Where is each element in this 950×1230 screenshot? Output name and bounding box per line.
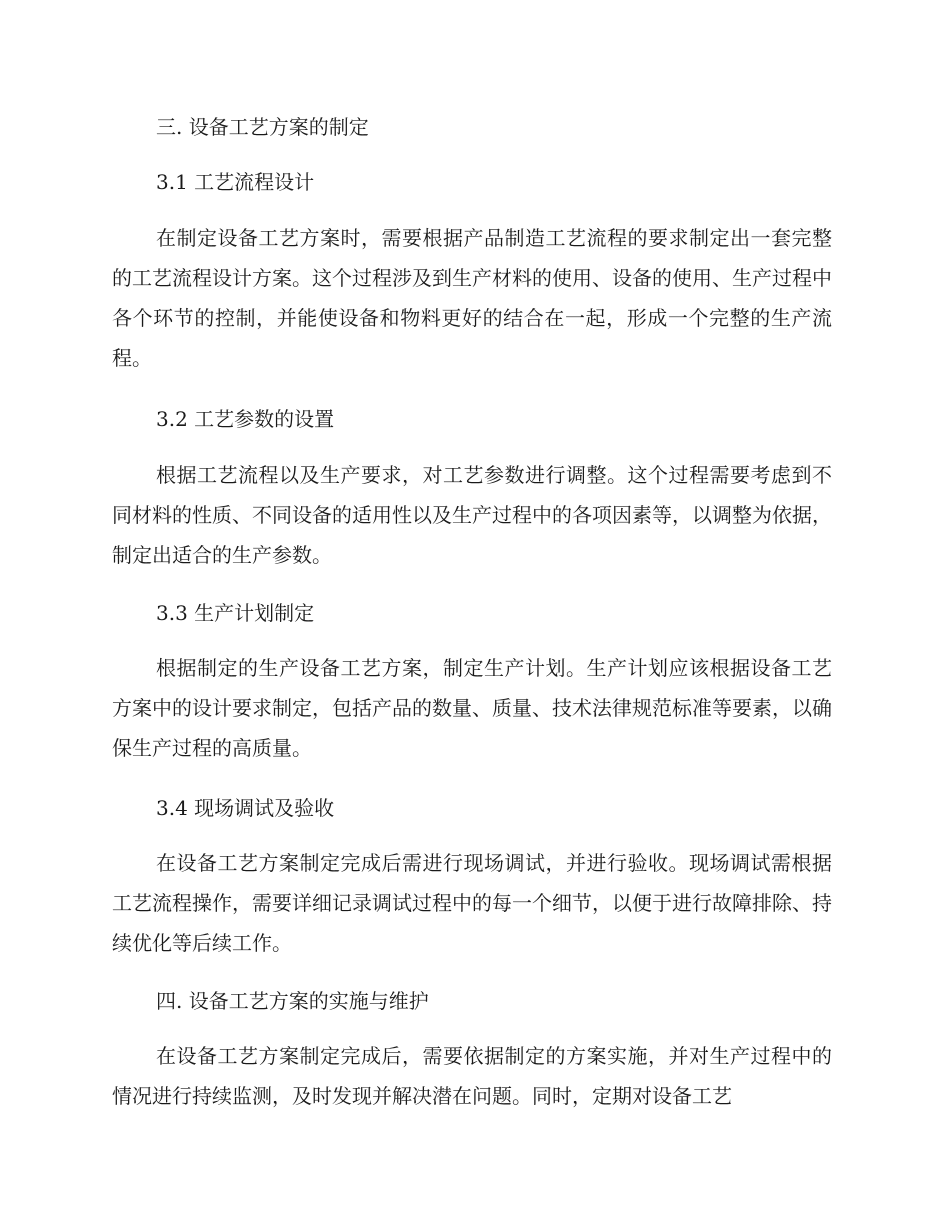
paragraph-3-1: 在制定设备工艺方案时，需要根据产品制造工艺流程的要求制定出一套完整的工艺流程设计方案。这个过程涉及到生产材料的使用、设备的使用、生产过程中各个环节的控制，并能使设备和物料更好的结合在一起，形成一个完整的生产流程。 xyxy=(112,226,832,370)
paragraph-3-3: 根据制定的生产设备工艺方案，制定生产计划。生产计划应该根据设备工艺方案中的设计要求制定，包括产品的数量、质量、技术法律规范标准等要素，以确保生产过程的高质量。 xyxy=(112,656,832,760)
paragraph-3-2: 根据工艺流程以及生产要求，对工艺参数进行调整。这个过程需要考虑到不同材料的性质、不同设备的适用性以及生产过程中的各项因素等，以调整为依据，制定出适合的生产参数。 xyxy=(112,463,832,567)
subsection-heading-3-1: 3.1 工艺流程设计 xyxy=(156,170,315,194)
paragraph-3-4: 在设备工艺方案制定完成后需进行现场调试，并进行验收。现场调试需根据工艺流程操作，需要详细记录调试过程中的每一个细节，以便于进行故障排除、持续优化等后续工作。 xyxy=(112,851,832,955)
subsection-heading-3-2: 3.2 工艺参数的设置 xyxy=(156,407,335,431)
subsection-heading-3-3: 3.3 生产计划制定 xyxy=(156,601,315,625)
section-heading-4: 四. 设备工艺方案的实施与维护 xyxy=(156,989,429,1013)
paragraph-4: 在设备工艺方案制定完成后，需要依据制定的方案实施，并对生产过程中的情况进行持续监测，及时发现并解决潜在问题。同时，定期对设备工艺 xyxy=(112,1044,832,1108)
subsection-heading-3-4: 3.4 现场调试及验收 xyxy=(156,796,335,820)
section-heading-3: 三. 设备工艺方案的制定 xyxy=(156,115,369,139)
